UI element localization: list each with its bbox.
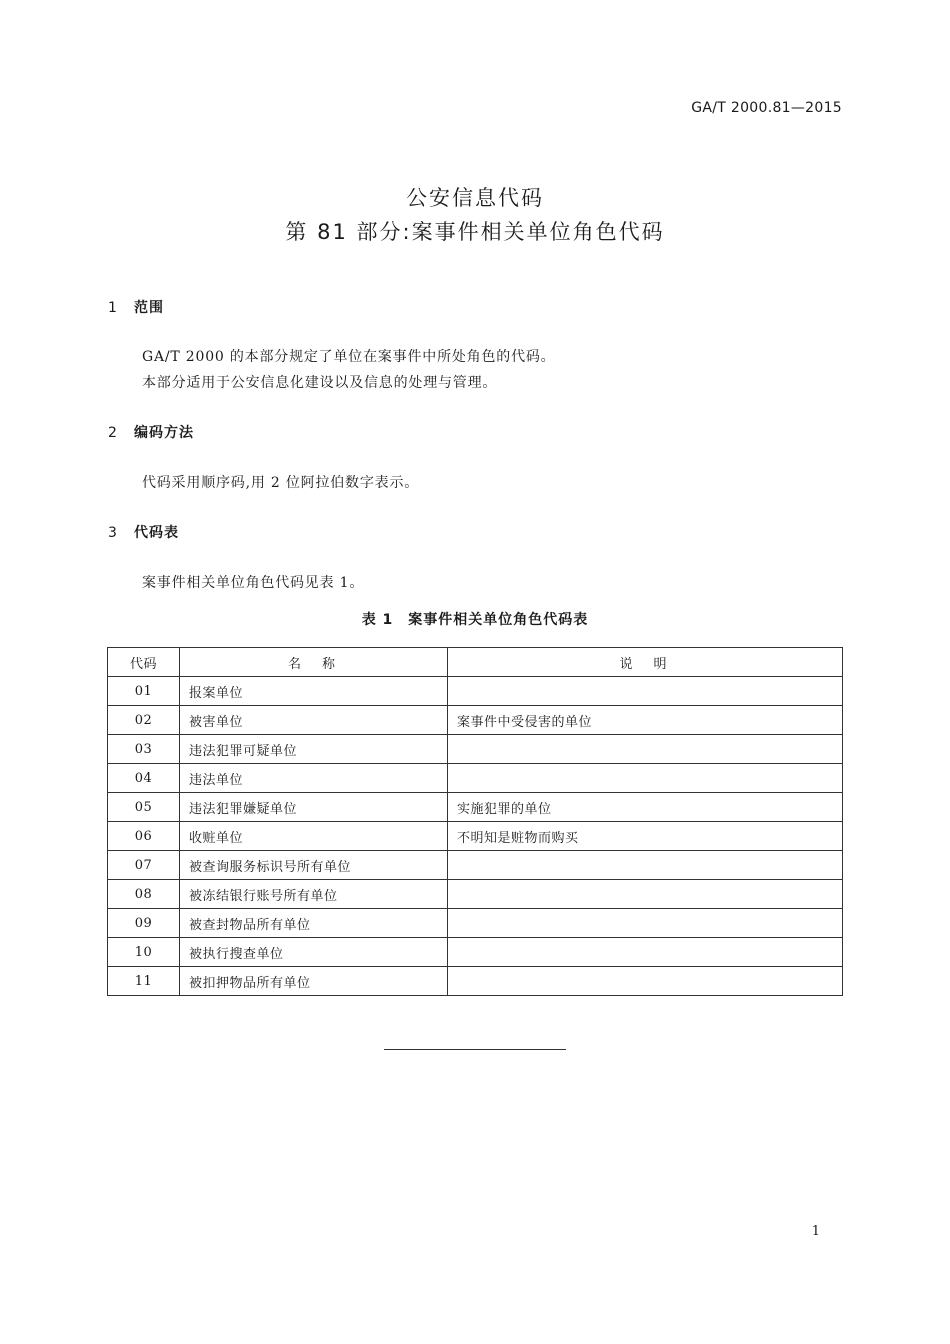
section-2-heading <box>108 422 194 442</box>
section-title: 范围 <box>134 300 164 316</box>
cell-desc <box>448 967 843 996</box>
table-row <box>108 706 843 735</box>
cell-name: 被害单位 <box>180 706 448 735</box>
cell-name: 被查询服务标识号所有单位 <box>180 851 448 880</box>
table-row <box>108 822 843 851</box>
column-header-name: 名 称 <box>180 648 448 677</box>
cell-desc: 案事件中受侵害的单位 <box>448 706 843 735</box>
cell-name: 被扣押物品所有单位 <box>180 967 448 996</box>
cell-name: 被冻结银行账号所有单位 <box>180 880 448 909</box>
section-number: 3 <box>108 525 118 541</box>
table-row <box>108 851 843 880</box>
table-row <box>108 677 843 706</box>
cell-desc <box>448 764 843 793</box>
cell-code: 06 <box>108 822 180 851</box>
cell-code: 02 <box>108 706 180 735</box>
cell-desc <box>448 909 843 938</box>
paragraph: 本部分适用于公安信息化建设以及信息的处理与管理。 <box>142 375 498 391</box>
cell-desc: 不明知是赃物而购买 <box>448 822 843 851</box>
section-title: 编码方法 <box>134 425 194 441</box>
table-row <box>108 938 843 967</box>
table-row <box>108 764 843 793</box>
cell-code: 05 <box>108 793 180 822</box>
cell-desc <box>448 880 843 909</box>
table-caption: 表 1 案事件相关单位角色代码表 <box>361 612 589 628</box>
cell-code: 11 <box>108 967 180 996</box>
document-title: 公安信息代码 <box>406 186 544 210</box>
cell-desc <box>448 851 843 880</box>
cell-code: 04 <box>108 764 180 793</box>
cell-code: 09 <box>108 909 180 938</box>
document-subtitle: 第 81 部分:案事件相关单位角色代码 <box>285 220 665 244</box>
column-header-code: 代码 <box>108 648 180 677</box>
table-row <box>108 909 843 938</box>
cell-name: 违法犯罪可疑单位 <box>180 735 448 764</box>
cell-name: 违法犯罪嫌疑单位 <box>180 793 448 822</box>
cell-desc <box>448 938 843 967</box>
section-title: 代码表 <box>134 525 179 541</box>
paragraph: 案事件相关单位角色代码见表 1。 <box>142 575 365 591</box>
end-rule <box>384 1049 566 1050</box>
paragraph: 代码采用顺序码,用 2 位阿拉伯数字表示。 <box>142 475 420 491</box>
cell-name: 报案单位 <box>180 677 448 706</box>
cell-code: 10 <box>108 938 180 967</box>
table-row <box>108 880 843 909</box>
table-body <box>108 677 843 996</box>
cell-name: 违法单位 <box>180 764 448 793</box>
section-1-heading <box>108 297 164 317</box>
table-header-row <box>108 648 843 677</box>
page-number: 1 <box>811 1224 820 1239</box>
table-row <box>108 793 843 822</box>
cell-desc: 实施犯罪的单位 <box>448 793 843 822</box>
standard-number: GA/T 2000.81—2015 <box>691 100 842 116</box>
paragraph: GA/T 2000 的本部分规定了单位在案事件中所处角色的代码。 <box>142 349 556 365</box>
cell-code: 07 <box>108 851 180 880</box>
section-number: 1 <box>108 300 118 316</box>
cell-code: 01 <box>108 677 180 706</box>
table-row <box>108 967 843 996</box>
cell-desc <box>448 677 843 706</box>
code-table <box>107 647 843 996</box>
cell-desc <box>448 735 843 764</box>
section-number: 2 <box>108 425 118 441</box>
table-row <box>108 735 843 764</box>
cell-name: 收赃单位 <box>180 822 448 851</box>
section-3-heading <box>108 522 179 542</box>
cell-code: 08 <box>108 880 180 909</box>
cell-code: 03 <box>108 735 180 764</box>
column-header-desc: 说 明 <box>448 648 843 677</box>
cell-name: 被执行搜查单位 <box>180 938 448 967</box>
cell-name: 被查封物品所有单位 <box>180 909 448 938</box>
